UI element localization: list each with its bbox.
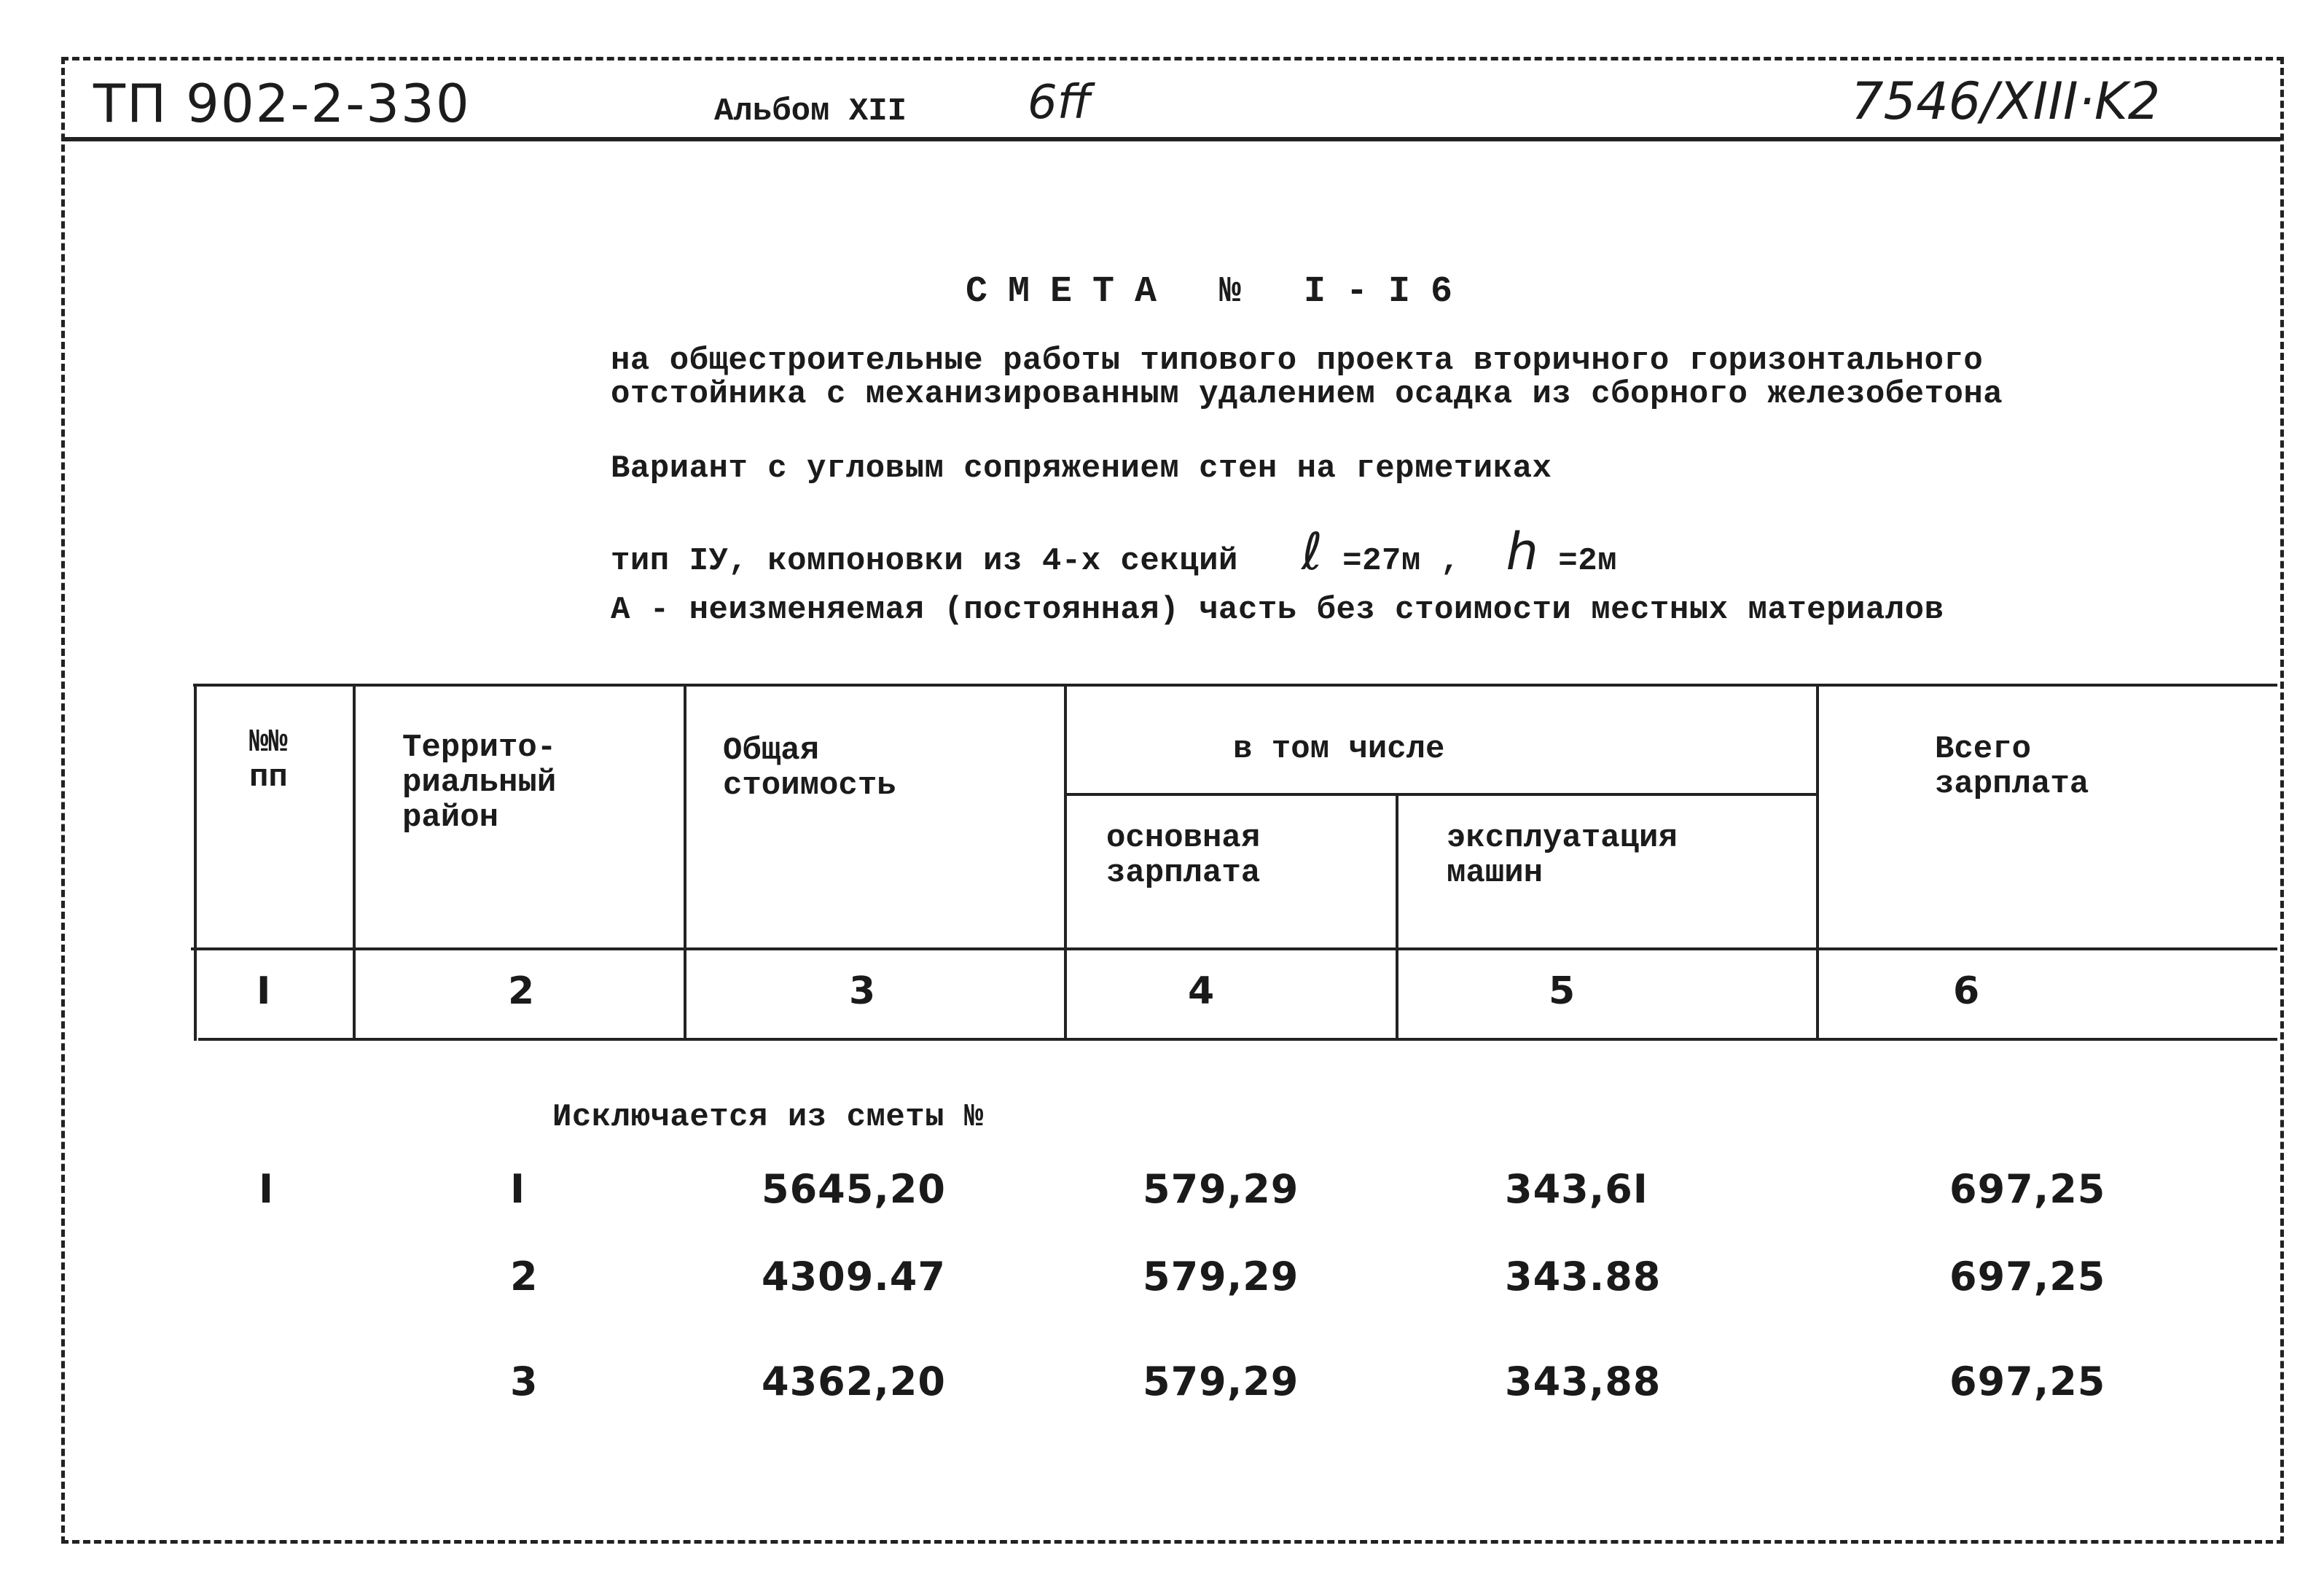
table-top-border (193, 684, 2277, 687)
total-cost-cell: 4309.47 (762, 1254, 946, 1300)
total-salary-cell: 697,25 (1949, 1166, 2106, 1212)
row-number: I (259, 1166, 275, 1212)
type-prefix: тип IУ, компоновки из 4-х секций (611, 543, 1238, 579)
district-cell: I (510, 1166, 526, 1212)
album-label: Альбом XII (714, 93, 907, 130)
header-total-salary: Всего зарплата (1935, 731, 2089, 802)
header-group-including: в том числе (1233, 731, 1445, 767)
type-line (611, 522, 1617, 582)
column-number: 2 (508, 969, 535, 1013)
column-number: 3 (849, 969, 876, 1013)
subtitle-line-2: отстойника с механизированным удалением осадка из сборного железобетона (611, 376, 2003, 413)
numbers-bottom-border (198, 1038, 2277, 1041)
col-divider-2 (684, 684, 686, 1041)
column-number: 6 (1953, 969, 1980, 1013)
length-value: =27м , (1342, 543, 1460, 579)
column-number: 5 (1549, 969, 1576, 1013)
header-bottom-border (191, 947, 2277, 950)
col-divider-1 (353, 684, 356, 1041)
column-number: I (257, 969, 271, 1013)
excluded-note: Исключается из сметы № (552, 1099, 984, 1136)
col-divider-5 (1816, 684, 1819, 1041)
base-salary-cell: 579,29 (1143, 1166, 1299, 1212)
header-base-salary: основная зарплата (1106, 820, 1261, 891)
header-total-cost: Общая стоимость (723, 732, 896, 804)
base-salary-cell: 579,29 (1143, 1254, 1299, 1300)
header-row-number: №№ пп (249, 724, 288, 796)
district-cell: 3 (510, 1359, 539, 1404)
col-divider-3 (1064, 684, 1067, 1041)
part-note: А - неизменяемая (постоянная) часть без стоимости местных материалов (611, 592, 1944, 628)
subtitle-line-1: на общестроительные работы типового проекта вторичного горизонтального (611, 343, 1984, 379)
document-title: СМЕТА № I-I6 (966, 271, 1474, 313)
table-left-border (194, 684, 197, 1041)
district-cell: 2 (510, 1254, 539, 1300)
length-symbol: ℓ (1301, 522, 1323, 582)
group-divider (1064, 793, 1818, 796)
total-salary-cell: 697,25 (1949, 1359, 2106, 1404)
total-cost-cell: 5645,20 (762, 1166, 946, 1212)
project-code: ТП 902-2-330 (93, 73, 471, 134)
page-number: 6ff (1028, 76, 1091, 130)
col-divider-4 (1396, 793, 1398, 1041)
base-salary-cell: 579,29 (1143, 1359, 1299, 1404)
column-number: 4 (1188, 969, 1215, 1013)
machines-cell: 343,88 (1505, 1359, 1662, 1404)
machines-cell: 343,6I (1505, 1166, 1648, 1212)
total-cost-cell: 4362,20 (762, 1359, 946, 1404)
header-divider (61, 137, 2280, 141)
header-machine-operation: эксплуатация машин (1447, 820, 1678, 891)
height-value: =2м (1558, 543, 1618, 579)
total-salary-cell: 697,25 (1949, 1254, 2106, 1300)
header-district: Террито- риальный район (402, 730, 557, 836)
archive-number: 7546/XIII·K2 (1851, 71, 2161, 131)
variant-line: Вариант с угловым сопряжением стен на герметиках (611, 450, 1552, 487)
height-symbol: h (1506, 522, 1539, 582)
machines-cell: 343.88 (1505, 1254, 1662, 1300)
